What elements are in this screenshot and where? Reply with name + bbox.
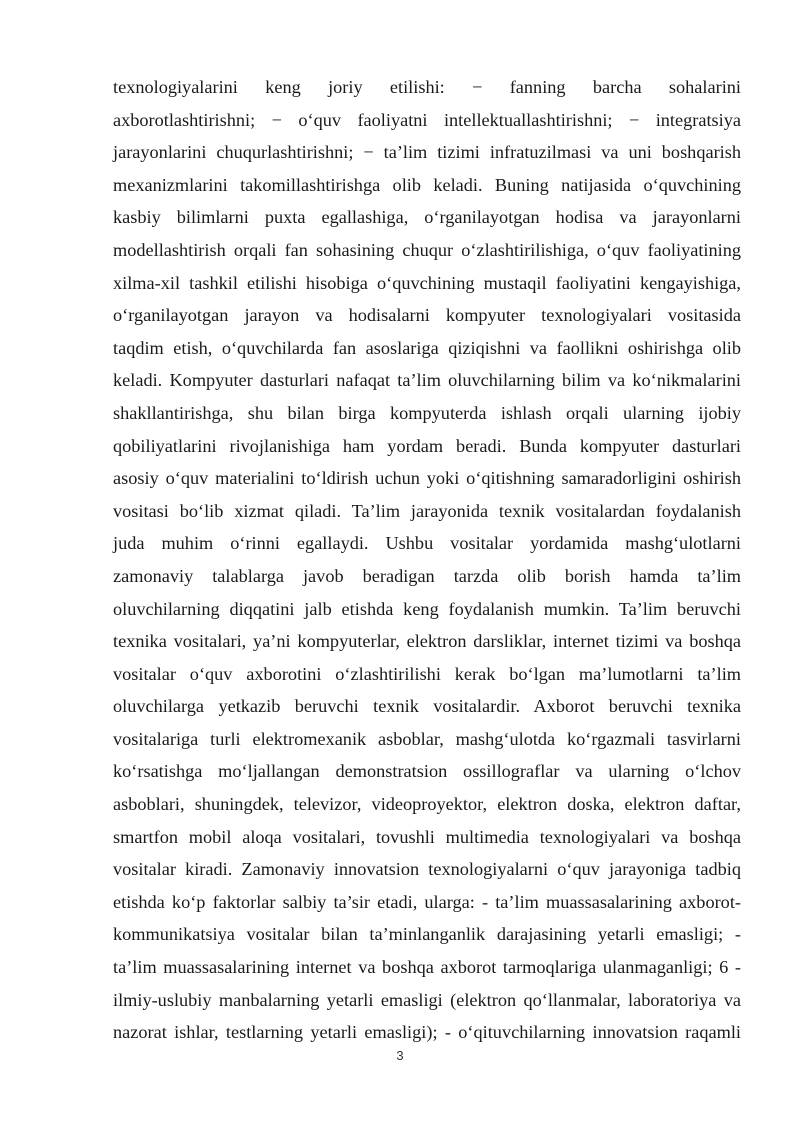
text-line: vositalar kiradi. Zamonaviy innovatsion texnologiyalarni o‘quv jarayoniga tadbiq	[113, 859, 741, 880]
text-line: kommunikatsiya vositalar bilan ta’minlanganlik darajasining yetarli emasligi; -	[113, 924, 741, 945]
text-line: axborotlashtirishni; − o‘quv faoliyatni intellektuallashtirishni; − integratsiya	[113, 109, 741, 130]
body-paragraph	[113, 71, 741, 1049]
text-line: shakllantirishga, shu bilan birga kompyuterda ishlash orqali ularning ijobiy	[113, 402, 741, 423]
page-number: 3	[396, 1048, 404, 1063]
text-line: etishda ko‘p faktorlar salbiy ta’sir etadi, ularga: - ta’lim muassasalarining axborot-	[113, 891, 741, 912]
text-line: oluvchilarga yetkazib beruvchi texnik vositalardir. Axborot beruvchi texnika	[113, 696, 741, 717]
text-line: kasbiy bilimlarni puxta egallashiga, o‘rganilayotgan hodisa va jarayonlarni	[113, 207, 741, 228]
text-line: o‘rganilayotgan jarayon va hodisalarni kompyuter texnologiyalari vositasida	[113, 305, 741, 326]
text-line: ta’lim muassasalarining internet va boshqa axborot tarmoqlariga ulanmaganligi; 6 -	[113, 957, 741, 978]
text-line: ilmiy-uslubiy manbalarning yetarli emasligi (elektron qo‘llanmalar, laboratoriya va	[113, 989, 741, 1010]
text-line: mexanizmlarini takomillashtirishga olib keladi. Buning natijasida o‘quvchining	[113, 174, 741, 195]
text-line: taqdim etish, o‘quvchilarda fan asoslariga qiziqishni va faollikni oshirishga olib	[113, 337, 741, 358]
text-line: asboblari, shuningdek, televizor, videoproyektor, elektron doska, elektron daftar,	[113, 794, 741, 815]
text-line: vositalariga turli elektromexanik asboblar, mashg‘ulotda ko‘rgazmali tasvirlarni	[113, 728, 741, 749]
text-line: juda muhim o‘rinni egallaydi. Ushbu vositalar yordamida mashg‘ulotlarni	[113, 533, 741, 554]
text-line: oluvchilarning diqqatini jalb etishda keng foydalanish mumkin. Ta’lim beruvchi	[113, 598, 741, 619]
text-line: vositalar o‘quv axborotini o‘zlashtirilishi kerak bo‘lgan ma’lumotlarni ta’lim	[113, 663, 741, 684]
text-line: zamonaviy talablarga javob beradigan tarzda olib borish hamda ta’lim	[113, 565, 741, 586]
text-line: texnologiyalarini keng joriy etilishi: − fanning barcha sohalarini	[113, 77, 741, 97]
text-line: modellashtirish orqali fan sohasining chuqur o‘zlashtirilishiga, o‘quv faoliyatining	[113, 239, 741, 260]
text-line: texnika vositalari, ya’ni kompyuterlar, elektron darsliklar, internet tizimi va boshqa	[113, 631, 741, 652]
text-line: qobiliyatlarini rivojlanishiga ham yordam beradi. Bunda kompyuter dasturlari	[113, 435, 741, 456]
text-line: keladi. Kompyuter dasturlari nafaqat ta’lim oluvchilarning bilim va ko‘nikmalarini	[113, 370, 741, 391]
text-line: jarayonlarini chuqurlashtirishni; − ta’lim tizimi infratuzilmasi va uni boshqarish	[113, 142, 741, 163]
text-line: smartfon mobil aloqa vositalari, tovushli multimedia texnologiyalari va boshqa	[113, 826, 741, 847]
text-line: xilma-xil tashkil etilishi hisobiga o‘quvchining mustaqil faoliyatini kengayishiga,	[113, 272, 741, 293]
text-line: vositasi bo‘lib xizmat qiladi. Ta’lim jarayonida texnik vositalardan foydalanish	[113, 500, 741, 521]
text-line: asosiy o‘quv materialini to‘ldirish uchun yoki o‘qitishning samaradorligini oshirish	[113, 468, 741, 489]
text-line: nazorat ishlar, testlarning yetarli emasligi); - o‘qituvchilarning innovatsion raqamli	[113, 1022, 741, 1043]
text-line: ko‘rsatishga mo‘ljallangan demonstratsion ossillograflar va ularning o‘lchov	[113, 761, 741, 782]
